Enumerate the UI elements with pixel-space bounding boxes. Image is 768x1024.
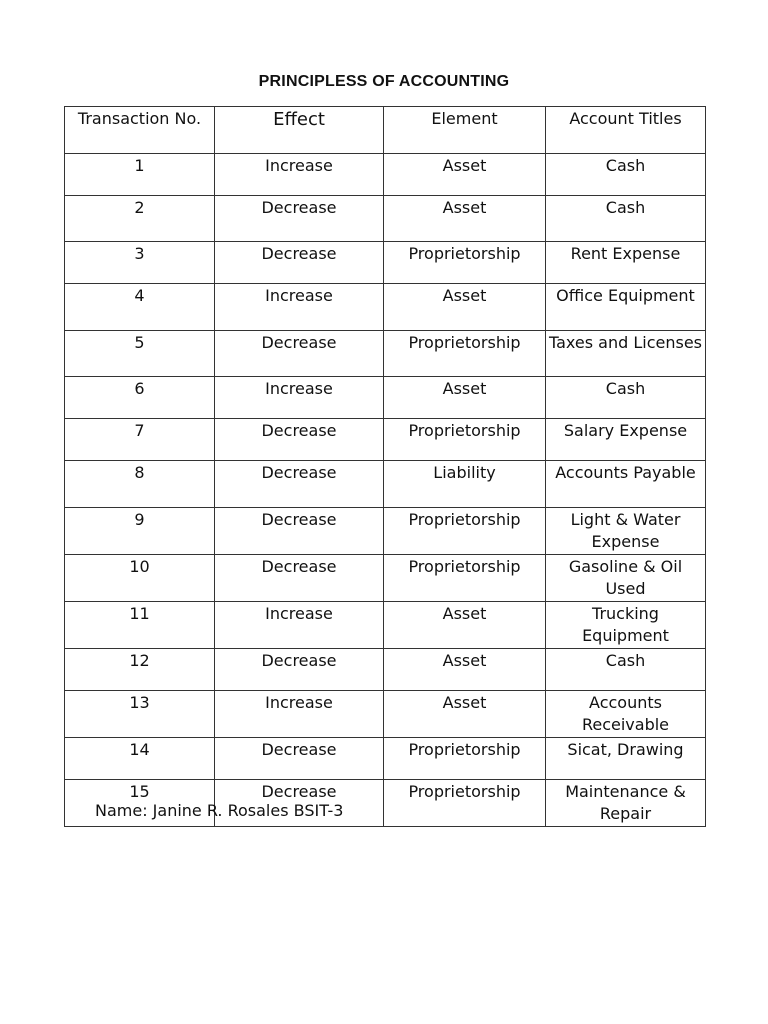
cell-transaction-no: 11 <box>65 602 215 649</box>
table-row <box>65 738 706 780</box>
table-row <box>65 508 706 555</box>
cell-transaction-no: 2 <box>65 196 215 242</box>
cell-transaction-no: 14 <box>65 738 215 780</box>
cell-effect: Increase <box>215 154 384 196</box>
cell-element: Asset <box>384 649 546 691</box>
cell-element: Proprietorship <box>384 331 546 377</box>
cell-effect: Decrease <box>215 461 384 508</box>
cell-element: Proprietorship <box>384 738 546 780</box>
cell-transaction-no: 15 <box>65 780 215 827</box>
cell-account-title: Cash <box>546 196 706 242</box>
cell-effect: Decrease <box>215 331 384 377</box>
cell-element: Proprietorship <box>384 508 546 555</box>
cell-effect: Decrease <box>215 508 384 555</box>
cell-account-title: Accounts Receivable <box>546 691 706 738</box>
cell-element: Asset <box>384 377 546 419</box>
table-row <box>65 691 706 738</box>
cell-account-title: Light & Water Expense <box>546 508 706 555</box>
table-row <box>65 649 706 691</box>
accounting-table <box>64 106 706 827</box>
cell-account-title: Accounts Payable <box>546 461 706 508</box>
cell-element: Proprietorship <box>384 242 546 284</box>
cell-account-title: Maintenance & Repair <box>546 780 706 827</box>
cell-element: Proprietorship <box>384 419 546 461</box>
cell-effect: Increase <box>215 377 384 419</box>
cell-effect: Increase <box>215 602 384 649</box>
header-account-titles: Account Titles <box>546 107 706 154</box>
cell-account-title: Salary Expense <box>546 419 706 461</box>
header-effect: Effect <box>215 107 384 154</box>
cell-transaction-no: 8 <box>65 461 215 508</box>
cell-element: Asset <box>384 691 546 738</box>
cell-element: Asset <box>384 284 546 331</box>
cell-account-title: Gasoline & Oil Used <box>546 555 706 602</box>
cell-account-title: Office Equipment <box>546 284 706 331</box>
cell-element: Asset <box>384 602 546 649</box>
cell-transaction-no: 13 <box>65 691 215 738</box>
cell-account-title: Taxes and Licenses <box>546 331 706 377</box>
cell-effect: Decrease <box>215 242 384 284</box>
cell-effect: Decrease <box>215 555 384 602</box>
cell-transaction-no: 5 <box>65 331 215 377</box>
cell-element: Liability <box>384 461 546 508</box>
page-title: PRINCIPLESS OF ACCOUNTING <box>258 73 510 90</box>
cell-effect: Decrease <box>215 780 384 827</box>
cell-account-title: Cash <box>546 154 706 196</box>
table-row <box>65 555 706 602</box>
cell-transaction-no: 6 <box>65 377 215 419</box>
cell-element: Proprietorship <box>384 555 546 602</box>
table-row <box>65 242 706 284</box>
author-name: Name: Janine R. Rosales BSIT-3 <box>95 801 344 820</box>
table-header-row <box>65 107 706 154</box>
cell-transaction-no: 10 <box>65 555 215 602</box>
table-row <box>65 377 706 419</box>
cell-element: Asset <box>384 196 546 242</box>
table-row <box>65 331 706 377</box>
cell-transaction-no: 1 <box>65 154 215 196</box>
cell-effect: Increase <box>215 691 384 738</box>
cell-account-title: Trucking Equipment <box>546 602 706 649</box>
table-row <box>65 461 706 508</box>
cell-transaction-no: 12 <box>65 649 215 691</box>
cell-effect: Increase <box>215 284 384 331</box>
table-row <box>65 419 706 461</box>
cell-element: Asset <box>384 154 546 196</box>
table-row <box>65 284 706 331</box>
cell-account-title: Cash <box>546 377 706 419</box>
cell-account-title: Cash <box>546 649 706 691</box>
table-row <box>65 602 706 649</box>
cell-transaction-no: 4 <box>65 284 215 331</box>
cell-transaction-no: 7 <box>65 419 215 461</box>
header-element: Element <box>384 107 546 154</box>
cell-effect: Decrease <box>215 196 384 242</box>
cell-account-title: Rent Expense <box>546 242 706 284</box>
cell-effect: Decrease <box>215 649 384 691</box>
cell-transaction-no: 3 <box>65 242 215 284</box>
cell-effect: Decrease <box>215 419 384 461</box>
cell-element: Proprietorship <box>384 780 546 827</box>
cell-effect: Decrease <box>215 738 384 780</box>
table-row <box>65 154 706 196</box>
table-row <box>65 196 706 242</box>
header-transaction-no: Transaction No. <box>65 107 215 154</box>
cell-account-title: Sicat, Drawing <box>546 738 706 780</box>
cell-transaction-no: 9 <box>65 508 215 555</box>
